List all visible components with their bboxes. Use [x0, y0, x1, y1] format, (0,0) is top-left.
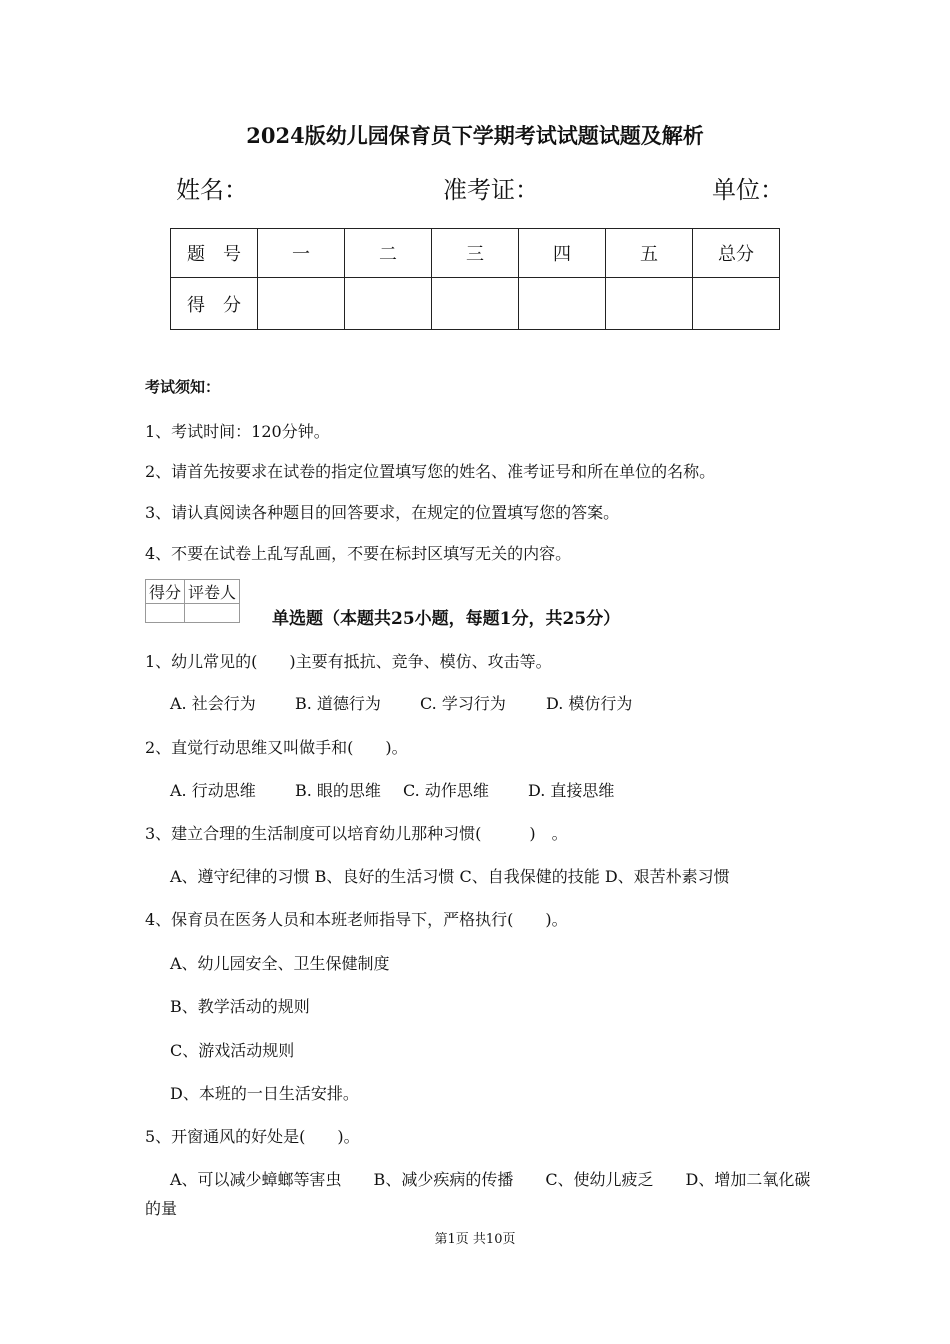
score-cell-5[interactable]	[606, 278, 693, 330]
score-table-score-row	[171, 278, 780, 330]
score-table-col-total: 总分	[693, 229, 780, 278]
option[interactable]: C、游戏活动规则	[170, 1041, 295, 1060]
grader-box	[145, 579, 240, 623]
question-5-options-continued: 的量	[145, 1199, 178, 1218]
score-table-row-header: 题 号	[171, 229, 258, 278]
score-cell-total[interactable]	[693, 278, 780, 330]
option[interactable]: D、本班的一日生活安排。	[170, 1084, 359, 1103]
question-2-options	[170, 778, 614, 801]
score-table	[170, 228, 780, 330]
question-3: 3、建立合理的生活制度可以培育幼儿那种习惯( ) 。	[145, 824, 568, 843]
notice-item: 3、请认真阅读各种题目的回答要求，在规定的位置填写您的答案。	[145, 503, 620, 522]
score-table-score-label: 得 分	[171, 278, 258, 330]
score-table-col-1: 一	[258, 229, 345, 278]
score-table-header-row	[171, 229, 780, 278]
notice-item: 2、请首先按要求在试卷的指定位置填写您的姓名、准考证号和所在单位的名称。	[145, 462, 716, 481]
question-2: 2、直觉行动思维又叫做手和( )。	[145, 738, 408, 757]
score-cell-4[interactable]	[519, 278, 606, 330]
score-cell-1[interactable]	[258, 278, 345, 330]
page-footer: 第1页 共10页	[434, 1232, 516, 1247]
option[interactable]: B、教学活动的规则	[170, 997, 310, 1016]
question-4: 4、保育员在医务人员和本班老师指导下，严格执行( )。	[145, 910, 568, 929]
score-table-col-4: 四	[519, 229, 606, 278]
notice-item: 1、考试时间：120分钟。	[145, 422, 330, 441]
option[interactable]: B. 眼的思维	[295, 781, 381, 800]
document-title: 2024版幼儿园保育员下学期考试试题试题及解析	[246, 123, 704, 148]
name-field-label: 姓名：	[176, 176, 248, 204]
grader-reviewer-cell[interactable]	[185, 604, 240, 623]
question-1: 1、幼儿常见的( )主要有抵抗、竞争、模仿、攻击等。	[145, 652, 552, 671]
option[interactable]: A、幼儿园安全、卫生保健制度	[170, 954, 390, 973]
question-3-options[interactable]: A、遵守纪律的习惯 B、良好的生活习惯 C、自我保健的技能 D、艰苦朴素习惯	[170, 867, 730, 886]
question-5: 5、开窗通风的好处是( )。	[145, 1127, 360, 1146]
option[interactable]: C. 动作思维	[403, 781, 489, 800]
option[interactable]: A. 社会行为	[170, 694, 256, 713]
notice-heading: 考试须知：	[145, 378, 221, 396]
grader-reviewer-label: 评卷人	[185, 580, 240, 604]
option[interactable]: D. 模仿行为	[546, 694, 633, 713]
question-5-options[interactable]: A、可以减少蟑螂等害虫 B、减少疾病的传播 C、使幼儿疲乏 D、增加二氧化碳	[170, 1170, 811, 1189]
section-title: 单选题（本题共25小题，每题1分，共25分）	[272, 609, 621, 629]
score-table-col-3: 三	[432, 229, 519, 278]
score-table-col-2: 二	[345, 229, 432, 278]
grader-score-label: 得分	[146, 580, 185, 604]
option[interactable]: B. 道德行为	[295, 694, 381, 713]
ticket-field-label: 准考证：	[443, 176, 539, 204]
score-cell-2[interactable]	[345, 278, 432, 330]
option[interactable]: D. 直接思维	[528, 781, 615, 800]
score-table-col-5: 五	[606, 229, 693, 278]
score-cell-3[interactable]	[432, 278, 519, 330]
option[interactable]: A. 行动思维	[170, 781, 256, 800]
notice-item: 4、不要在试卷上乱写乱画，不要在标封区填写无关的内容。	[145, 544, 572, 563]
question-1-options	[170, 691, 632, 714]
grader-score-cell[interactable]	[146, 604, 185, 623]
option[interactable]: C. 学习行为	[420, 694, 506, 713]
unit-field-label: 单位：	[712, 176, 784, 204]
